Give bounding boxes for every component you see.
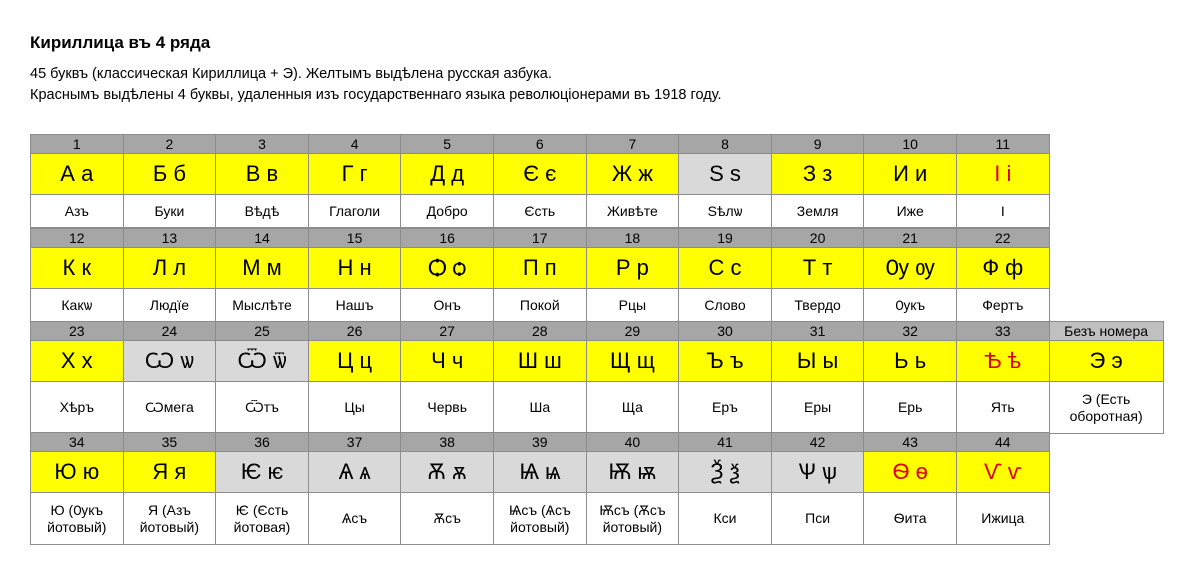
cell-number: 19 <box>678 228 772 248</box>
cell-name: Какѡ <box>30 288 124 322</box>
cell-number: 43 <box>863 432 957 452</box>
cell-letter: К к <box>30 247 124 289</box>
cell-name: Слово <box>678 288 772 322</box>
cell-number: 4 <box>308 134 402 154</box>
cell-letter: Ж ж <box>586 153 680 195</box>
cell-number: 37 <box>308 432 402 452</box>
cell-name: Людїе <box>123 288 217 322</box>
cell-number: 16 <box>400 228 494 248</box>
cell-number: 15 <box>308 228 402 248</box>
cell-number: 41 <box>678 432 772 452</box>
cell-letter: Ъ ъ <box>678 340 772 382</box>
cell-letter: Э э <box>1049 340 1164 382</box>
cell-name: Ижица <box>956 492 1050 545</box>
cell-number: 40 <box>586 432 680 452</box>
cell-name: Ѫсъ <box>400 492 494 545</box>
cell-name: Еры <box>771 381 865 434</box>
cell-name: Мыслѣте <box>215 288 309 322</box>
page-title: Кириллица въ 4 ряда <box>30 33 211 52</box>
cell-letter: Ю ю <box>30 451 124 493</box>
cell-number: 2 <box>123 134 217 154</box>
cell-name: Хѣръ <box>30 381 124 434</box>
cell-number: 10 <box>863 134 957 154</box>
cell-letter: Ь ь <box>863 340 957 382</box>
cell-name: Ю (Ѹкъ йотовый) <box>30 492 124 545</box>
cell-letter: Ш ш <box>493 340 587 382</box>
cell-number: 1 <box>30 134 124 154</box>
cell-name: Буки <box>123 194 217 228</box>
cell-name: Онъ <box>400 288 494 322</box>
cell-letter: Я я <box>123 451 217 493</box>
cell-number: 33 <box>956 321 1050 341</box>
cell-name: Червь <box>400 381 494 434</box>
subtitle-line-1: 45 буквъ (классическая Кириллица + Э). Желтымъ выдѣлена русская азбука. <box>30 66 552 82</box>
cell-letter: И и <box>863 153 957 195</box>
cell-letter: Ѵ ѵ <box>956 451 1050 493</box>
cell-name: Цы <box>308 381 402 434</box>
cell-name: Пси <box>771 492 865 545</box>
cell-letter: Х х <box>30 340 124 382</box>
cell-number: 28 <box>493 321 587 341</box>
cell-number: 26 <box>308 321 402 341</box>
cell-number: 18 <box>586 228 680 248</box>
cell-name: Азъ <box>30 194 124 228</box>
cell-name: Ща <box>586 381 680 434</box>
cell-number: 11 <box>956 134 1050 154</box>
cell-name: Иже <box>863 194 957 228</box>
cell-letter: Ч ч <box>400 340 494 382</box>
cell-number: 25 <box>215 321 309 341</box>
cell-number: 24 <box>123 321 217 341</box>
cell-name: Ерь <box>863 381 957 434</box>
cell-number: 5 <box>400 134 494 154</box>
cell-name: Ѕѣлѡ <box>678 194 772 228</box>
cell-name: Ѿтъ <box>215 381 309 434</box>
cell-name: Ѭсъ (Ѫсъ йотовый) <box>586 492 680 545</box>
cell-name: Ѧсъ <box>308 492 402 545</box>
cell-name: Ша <box>493 381 587 434</box>
cell-number: 7 <box>586 134 680 154</box>
cell-letter: Ѳ ѳ <box>863 451 957 493</box>
cell-letter: М м <box>215 247 309 289</box>
cell-name: Живѣте <box>586 194 680 228</box>
cell-letter: Г г <box>308 153 402 195</box>
cell-number: 20 <box>771 228 865 248</box>
cell-letter: Ѱ ѱ <box>771 451 865 493</box>
cell-number: 39 <box>493 432 587 452</box>
cell-name: Нашъ <box>308 288 402 322</box>
cell-letter: Ф ф <box>956 247 1050 289</box>
cell-number: 6 <box>493 134 587 154</box>
cell-number: Безъ номера <box>1049 321 1164 341</box>
cell-number: 29 <box>586 321 680 341</box>
cell-letter: Ѣ ѣ <box>956 340 1050 382</box>
cell-name: Добро <box>400 194 494 228</box>
cell-number: 12 <box>30 228 124 248</box>
cell-letter: Ц ц <box>308 340 402 382</box>
cell-name: Еръ <box>678 381 772 434</box>
cell-number: 13 <box>123 228 217 248</box>
cell-letter: Ѕ ѕ <box>678 153 772 195</box>
cell-letter: С с <box>678 247 772 289</box>
cell-number: 44 <box>956 432 1050 452</box>
cell-letter: З з <box>771 153 865 195</box>
cell-number: 9 <box>771 134 865 154</box>
cell-name: Рцы <box>586 288 680 322</box>
cell-number: 21 <box>863 228 957 248</box>
cell-name: Ять <box>956 381 1050 434</box>
cell-number: 3 <box>215 134 309 154</box>
cell-name: Ѳита <box>863 492 957 545</box>
cell-letter: Р р <box>586 247 680 289</box>
cell-letter: Л л <box>123 247 217 289</box>
cell-number: 8 <box>678 134 772 154</box>
cell-name: Ѥ (Єсть йотовая) <box>215 492 309 545</box>
cell-letter: І і <box>956 153 1050 195</box>
cell-name: Земля <box>771 194 865 228</box>
cell-letter: П п <box>493 247 587 289</box>
cell-name: Я (Азъ йотовый) <box>123 492 217 545</box>
cell-name: Вѣдѣ <box>215 194 309 228</box>
cell-name: Покой <box>493 288 587 322</box>
cell-letter: Ѭ ѭ <box>586 451 680 493</box>
cell-number: 23 <box>30 321 124 341</box>
cell-name: Э (Есть оборотная) <box>1049 381 1164 434</box>
cell-number: 31 <box>771 321 865 341</box>
cell-name: Ѩсъ (Ѧсъ йотовый) <box>493 492 587 545</box>
cell-letter: Ѹ ѹ <box>863 247 957 289</box>
cell-letter: Ѿ ѿ <box>215 340 309 382</box>
cell-letter: Т т <box>771 247 865 289</box>
cell-name: Глаголи <box>308 194 402 228</box>
cell-letter: Ѩ ѩ <box>493 451 587 493</box>
cell-number: 17 <box>493 228 587 248</box>
cell-letter: Н н <box>308 247 402 289</box>
cell-letter: Ѧ ѧ <box>308 451 402 493</box>
cell-number: 38 <box>400 432 494 452</box>
cell-name: Ѹкъ <box>863 288 957 322</box>
cell-letter: Ѡ ѡ <box>123 340 217 382</box>
cell-letter: Б б <box>123 153 217 195</box>
cell-letter: Ѻ ѻ <box>400 247 494 289</box>
cell-number: 27 <box>400 321 494 341</box>
cell-name: Ѡмега <box>123 381 217 434</box>
cell-number: 32 <box>863 321 957 341</box>
cell-letter: Ѯ ѯ <box>678 451 772 493</box>
cell-name: Єсть <box>493 194 587 228</box>
cell-letter: Щ щ <box>586 340 680 382</box>
cell-number: 14 <box>215 228 309 248</box>
cell-number: 22 <box>956 228 1050 248</box>
cell-name: Фертъ <box>956 288 1050 322</box>
cell-letter: Ѫ ѫ <box>400 451 494 493</box>
cell-number: 35 <box>123 432 217 452</box>
cell-letter: Д д <box>400 153 494 195</box>
cell-letter: А а <box>30 153 124 195</box>
cell-letter: Є є <box>493 153 587 195</box>
cell-name: Твердо <box>771 288 865 322</box>
cell-number: 36 <box>215 432 309 452</box>
cell-number: 30 <box>678 321 772 341</box>
cell-number: 34 <box>30 432 124 452</box>
cell-letter: Ы ы <box>771 340 865 382</box>
cell-number: 42 <box>771 432 865 452</box>
cell-name: Кси <box>678 492 772 545</box>
cell-name: І <box>956 194 1050 228</box>
cell-letter: Ѥ ѥ <box>215 451 309 493</box>
subtitle-line-2: Краснымъ выдѣлены 4 буквы, удаленныя изъ государственнаго языка революціонерами въ 1918 году. <box>30 87 722 103</box>
cell-letter: В в <box>215 153 309 195</box>
